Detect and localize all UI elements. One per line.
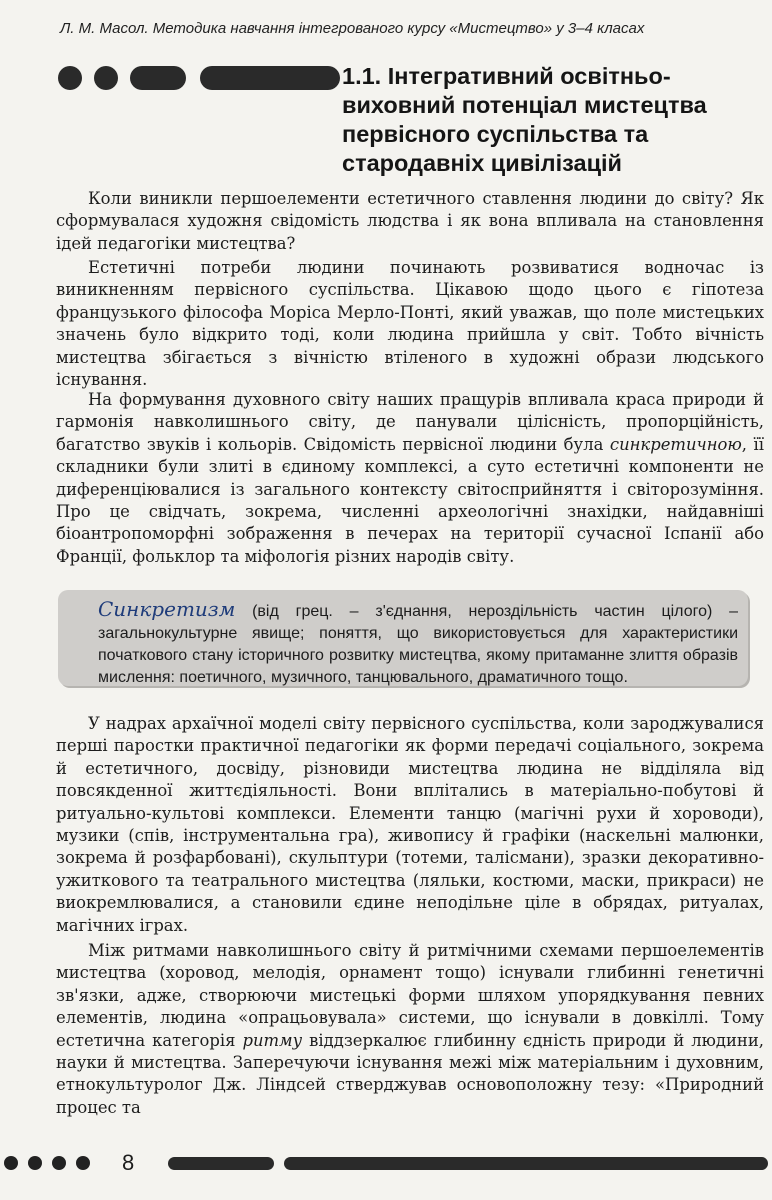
footer-bar: [168, 1157, 274, 1170]
footer-dot: [76, 1156, 90, 1170]
running-title: Л. М. Масол. Методика навчання інтегрованого курсу «Мистецтво» у 3–4 класах: [60, 20, 645, 37]
paragraph-intro: Коли виникли першоелементи естетичного ставлення людини до світу? Як сформувалася художня свідомість людства і як вона впливала на становлення ідей педагогіки мистецтва?: [56, 189, 764, 253]
decor-dot: [94, 66, 118, 90]
paragraph-text: віддзеркалює глибинну єдність природи й людини, науки й мистецтва. Заперечуючи існування межі між матеріальним і духовним, етнокультуролог Дж. Ліндсей стверджував основоположну тезу: «Природний процес та: [56, 1030, 764, 1117]
paragraph-rhythm: [56, 940, 764, 1119]
paragraph-text: , її складники були злиті в єдиному комплексі, а суто естетичні компоненти не диференціювалися із загального контексту світосприйняття і світорозуміння. Про це свідчать, зокрема, численні археологічні знахідки, найдавніші біоантропоморфні зображення в печерах на території сучасної Іспанії або Франції, фольклор та міфологія різних народів світу.: [56, 434, 764, 566]
paragraph-archaic-model: У надрах архаїчної моделі світу первісного суспільства, коли зароджувалися перші паростки практичної педагогіки як форми передачі соціального, зокрема й естетичного, досвіду, різновиди мистецтва людина не відділяла від повсякденної життєдіяльності. Вони вплітались в матеріально-побутові й ритуально-культові комплекси. Елементи танцю (магічні рухи й хороводи), музики (спів, інструментальна гра), живопису й графіки (наскельні малюнки, зокрема й розфарбовані), скульптури (тотеми, талісмани), зразки декоративно-ужиткового та театрального мистецтва (ляльки, костюми, маски, прикраси) не виокремлювалися, а становили єдине неподільне ціле в обрядах, ритуалах, магічних іграх.: [56, 714, 764, 935]
footer-dot: [28, 1156, 42, 1170]
decor-pill: [200, 66, 340, 90]
page-footer: [0, 1148, 772, 1178]
paragraph-aesthetic-needs: Естетичні потреби людини починають розвиватися водночас із виникненням первісного суспільства. Цікавою щодо цього є гіпотеза французького філософа Моріса Мерло-Понті, який уважав, що поле мистецьких значень було відкрито тоді, коли людина прийшла у світ. Тобто вічність мистецтва збігається з вічністю втіленого в художні образи людського існування.: [56, 258, 764, 390]
section-title: 1.1. Інтегративний освітньо-виховний потенціал мистецтва первісного суспільства та стародавніх цивілізацій: [342, 63, 707, 176]
decor-dot: [58, 66, 82, 90]
definition-term: Синкретизм: [98, 597, 236, 621]
emphasized-term: ритму: [242, 1030, 303, 1050]
footer-dot: [52, 1156, 66, 1170]
emphasized-term: синкретичною: [609, 434, 742, 454]
definition-text: (від грец. – з'єднання, нероздільність частин цілого) – загальнокультурне явище; поняття, що використовується для характеристики початкового стану історичного розвитку мистецтва, якому притаманне злиття образів мислення: поетичного, музичного, танцювального, драматичного тощо.: [98, 603, 738, 686]
paragraph-text: Між ритмами навколишнього світу й ритмічними схемами першоелементів мистецтва (хоровод, мелодія, орнамент тощо) існували глибинні генетичні зв'язки, адже, створюючи мистецькі форми шляхом упорядкування певних елементів, людина «опрацьовувала» системи, що існували в довкіллі. Тому естетична категорія: [56, 941, 764, 1050]
decor-pill: [130, 66, 186, 90]
footer-bar: [284, 1157, 768, 1170]
paragraph-syncretic-consciousness: [56, 389, 764, 568]
footer-dot: [4, 1156, 18, 1170]
paragraph-text: На формування духовного світу наших пращурів впливала краса природи й гармонія навколишнього світу, де панували цілісність, пропорційність, багатство звуків і кольорів. Свідомість первісної людини була: [56, 390, 764, 454]
definition-box: [58, 590, 748, 686]
page-number: 8: [122, 1150, 135, 1175]
